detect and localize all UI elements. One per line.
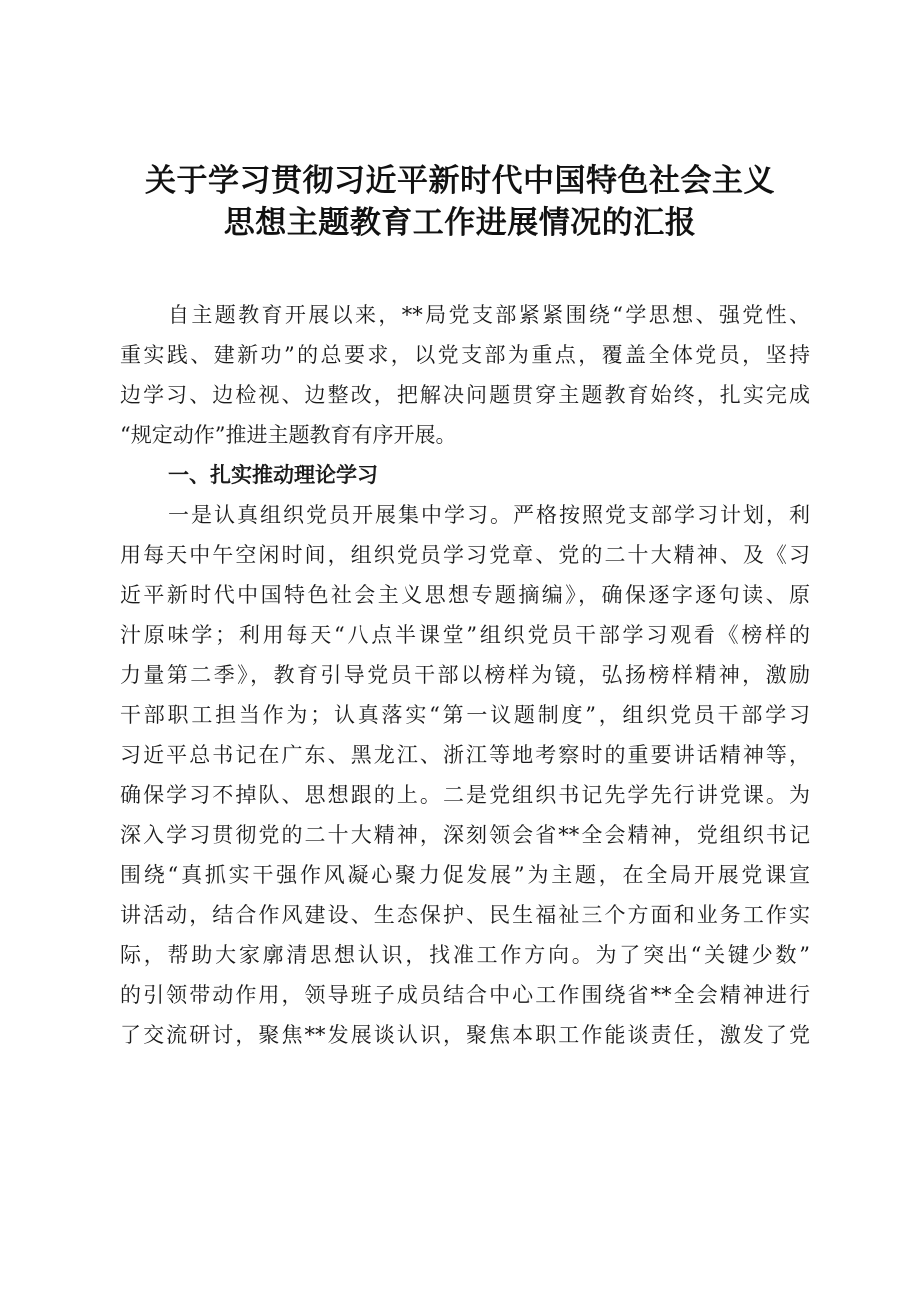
section-line-14: 了交流研讨，聚焦**发展谈认识，聚焦本职工作能谈责任，激发了党 bbox=[120, 1023, 810, 1047]
section-line-5: 力量第二季》，教育引导党员干部以榜样为镜，弘扬榜样精神，激励 bbox=[120, 663, 810, 687]
intro-line-4: “规定动作”推进主题教育有序开展。 bbox=[120, 423, 457, 447]
section-line-3: 近平新时代中国特色社会主义思想专题摘编》，确保逐字逐句读、原 bbox=[120, 583, 810, 607]
section-line-1: 一是认真组织党员开展集中学习。严格按照党支部学习计划，利 bbox=[168, 503, 810, 527]
section-line-6: 干部职工担当作为；认真落实“第一议题制度”，组织党员干部学习 bbox=[120, 703, 810, 727]
document-title-line-2: 思想主题教育工作进展情况的汇报 bbox=[223, 205, 697, 241]
section-line-7: 习近平总书记在广东、黑龙江、浙江等地考察时的重要讲话精神等， bbox=[120, 743, 810, 767]
section-line-13: 的引领带动作用，领导班子成员结合中心工作围绕省**全会精神进行 bbox=[120, 983, 810, 1007]
section-heading: 一、扎实推动理论学习 bbox=[168, 463, 378, 487]
section-line-10: 围绕“真抓实干强作风凝心聚力促发展”为主题，在全局开展党课宣 bbox=[120, 863, 810, 887]
section-line-8: 确保学习不掉队、思想跟的上。二是党组织书记先学先行讲党课。为 bbox=[120, 783, 810, 807]
document-body bbox=[120, 295, 810, 1055]
section-line-2: 用每天中午空闲时间，组织党员学习党章、党的二十大精神、及《习 bbox=[120, 543, 810, 567]
section-line-4: 汁原味学；利用每天“八点半课堂”组织党员干部学习观看《榜样的 bbox=[120, 623, 810, 647]
intro-line-2: 重实践、建新功”的总要求，以党支部为重点，覆盖全体党员，坚持 bbox=[120, 343, 810, 367]
document-title-line-1: 关于学习贯彻习近平新时代中国特色社会主义 bbox=[145, 163, 775, 199]
intro-line-3: 边学习、边检视、边整改，把解决问题贯穿主题教育始终，扎实完成 bbox=[120, 383, 810, 407]
section-line-11: 讲活动，结合作风建设、生态保护、民生福祉三个方面和业务工作实 bbox=[120, 903, 810, 927]
section-line-9: 深入学习贯彻党的二十大精神，深刻领会省**全会精神，党组织书记 bbox=[120, 823, 810, 847]
section-line-12: 际，帮助大家廓清思想认识，找准工作方向。为了突出“关键少数” bbox=[120, 943, 810, 967]
intro-line-1: 自主题教育开展以来，**局党支部紧紧围绕“学思想、强党性、 bbox=[168, 303, 810, 327]
